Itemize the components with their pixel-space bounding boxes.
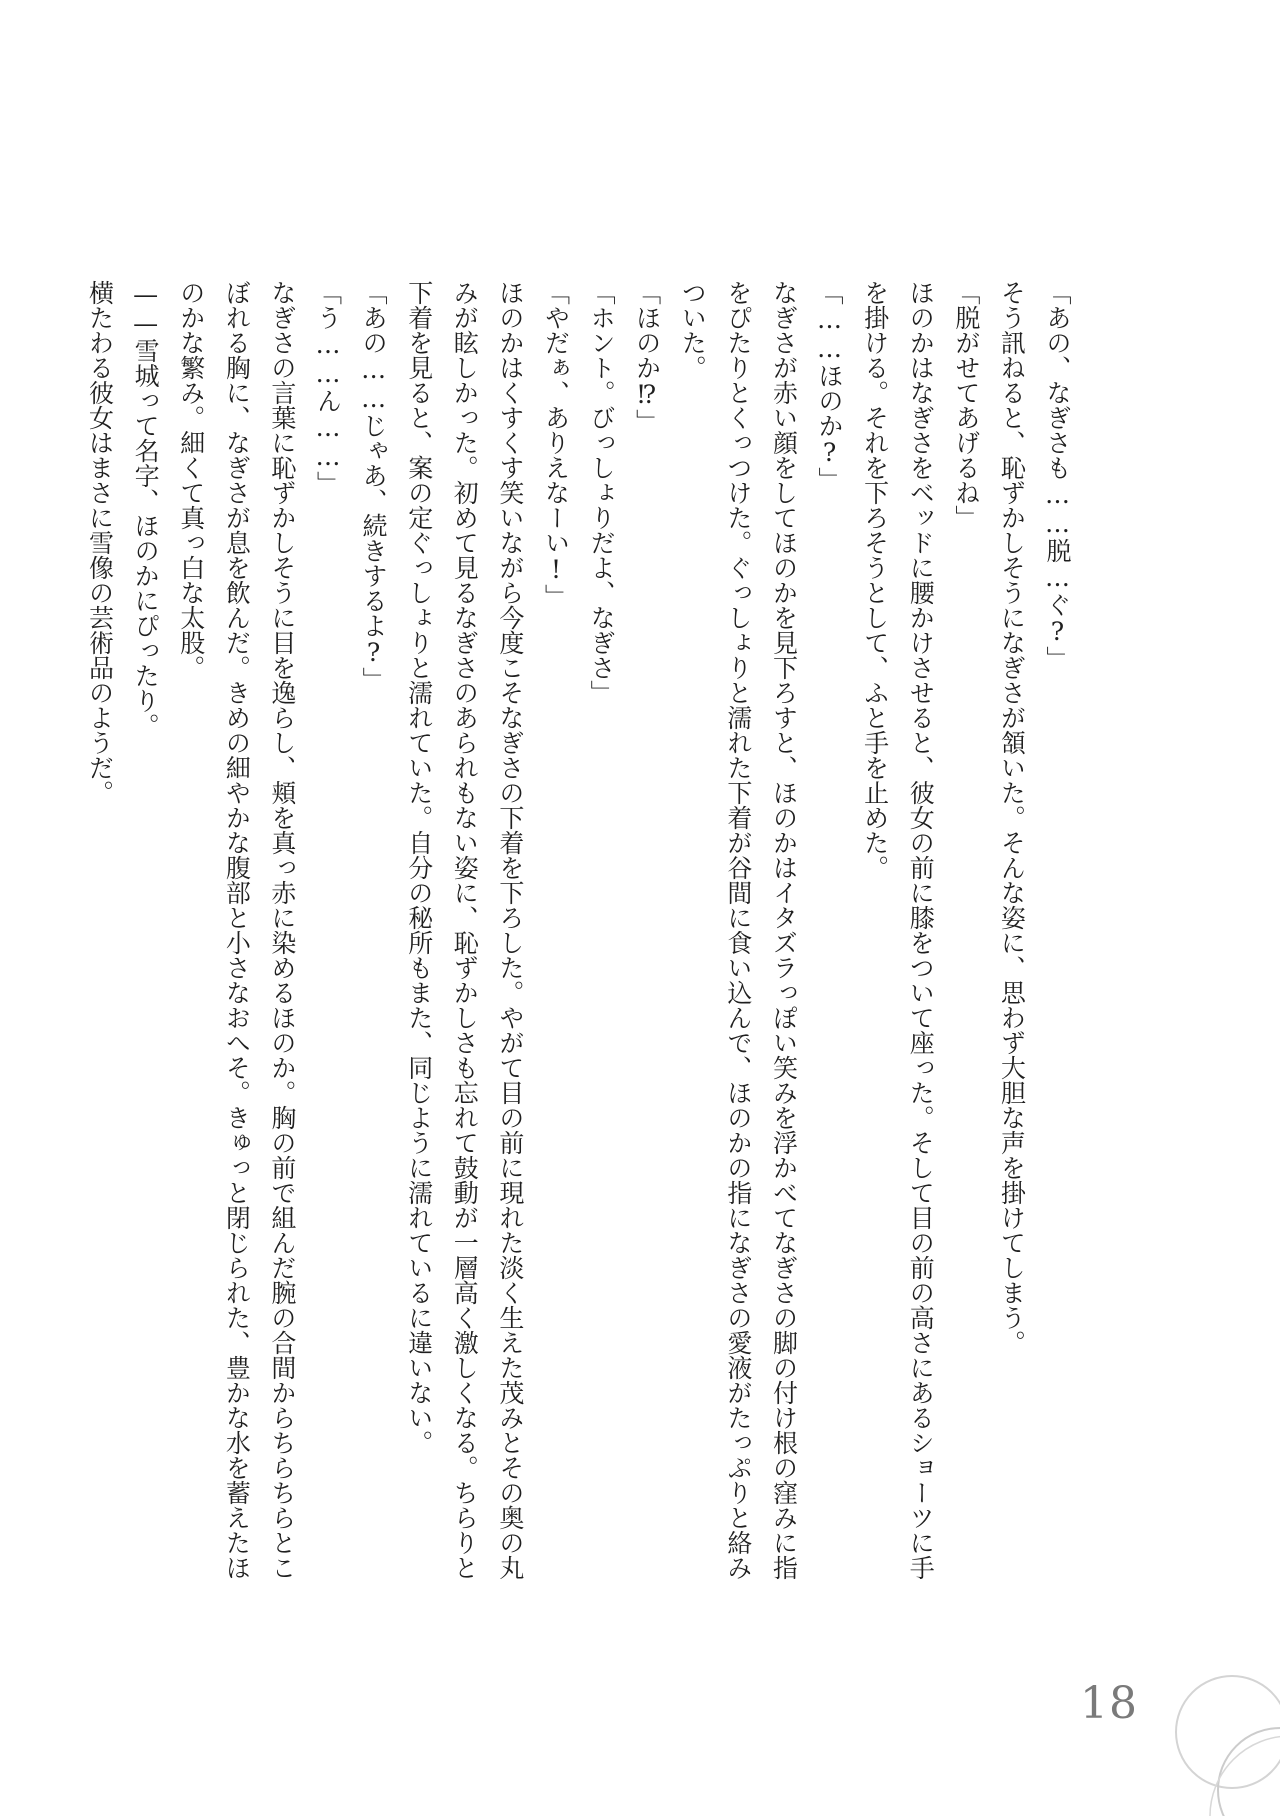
paragraph: 「……ほのか?」 [815, 280, 845, 492]
paragraph: ——雪城って名字、ほのかにぴったり。 [131, 280, 161, 738]
paragraph: なぎさが赤い顔をしてほのかを見下ろすと、ほのかはイタズラっぽい笑みを浮かべてなぎさの脚の付け根の窪みに指をぴたりとくっつけた。ぐっしょりと濡れた下着が谷間に食い込んで、ほのかの指になぎさの愛液がたっぷりと絡みついた。 [678, 280, 799, 1580]
paragraph: 「ホント。びっしょりだよ、なぎさ」 [587, 280, 617, 705]
paragraph: なぎさの言葉に恥ずかしそうに目を逸らし、頬を真っ赤に染めるほのか。胸の前で組んだ腕の合間からちらちらとこぼれる胸に、なぎさが息を飲んだ。きめの細やかな腹部と小さなおへそ。きゅっと閉じられた、豊かな水を蓄えたほのかな繁み。細くて真っ白な太股。 [176, 280, 297, 1580]
vertical-text-body [77, 280, 1080, 1580]
paragraph: ほのかはくすくす笑いながら今度こそなぎさの下着を下ろした。やがて目の前に現れた淡く生えた茂みとその奥の丸みが眩しかった。初めて見るなぎさのあられもない姿に、恥ずかしさも忘れて鼓動が一層高く激しくなる。ちらりと下着を見ると、案の定ぐっしょりと濡れていた。自分の秘所もまた、同じように濡れているに違いない。 [404, 280, 525, 1580]
paragraph: 「やだぁ、ありえなーい!」 [541, 280, 571, 609]
paragraph: ほのかはなぎさをベッドに腰かけさせると、彼女の前に膝をついて座った。そして目の前の高さにあるショーツに手を掛ける。それを下ろそうとして、ふと手を止めた。 [860, 280, 936, 1580]
paragraph: 「あの……じゃあ、続きするよ?」 [359, 280, 389, 692]
paragraph: 「ほのか⁉」 [632, 280, 662, 434]
paragraph: そう訊ねると、恥ずかしそうになぎさが頷いた。そんな姿に、思わず大胆な声を掛けてしまう。 [997, 280, 1027, 1355]
paragraph: 横たわる彼女はまさに雪像の芸術品のようだ。 [85, 280, 115, 805]
decorative-circles-ornament [1140, 1620, 1280, 1816]
paragraph: 「脱がせてあげるね」 [951, 280, 981, 530]
page-number: 18 [1080, 1678, 1138, 1729]
paragraph: 「う……ん……」 [313, 280, 343, 496]
paragraph: 「あの、なぎさも……脱…ぐ?」 [1043, 280, 1072, 671]
